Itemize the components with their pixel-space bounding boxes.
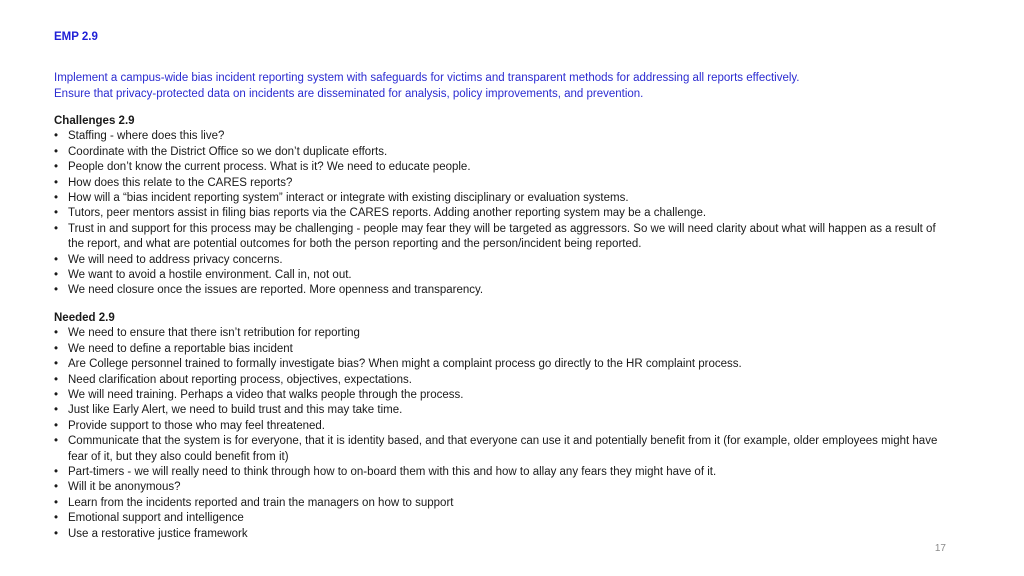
list-item-text: Tutors, peer mentors assist in filing bias reports via the CARES reports. Adding another reporting system may be a challenge. [68,207,707,220]
list-item [54,388,954,403]
bullet-dot: • [54,207,59,220]
bullet-dot: • [54,342,59,355]
list-item-text: People don’t know the current process. What is it? We need to educate people. [68,161,471,174]
bullet-dot: • [54,527,59,540]
list-item [54,176,954,191]
bullet-dot: • [54,161,59,174]
page-number: 17 [934,543,946,554]
list-item-text: Provide support to those who may feel threatened. [68,419,325,432]
list-item [54,129,954,144]
intro-line: Implement a campus-wide bias incident reporting system with safeguards for victims and transparent methods for addressing all reports effectively. [54,72,800,84]
bullet-dot: • [54,373,59,386]
list-item-text: Trust in and support for this process may be challenging - people may fear they will be targeted as aggressors. So we will need clarity about what will happen as a result of the report, and what are potential outcomes for both the person reporting and the person/incident being reported. [68,222,936,251]
bullet-dot: • [54,496,59,509]
list-item [54,283,954,298]
list-item [54,527,954,542]
list-item [54,326,954,341]
list-item-text: Coordinate with the District Office so we don’t duplicate efforts. [68,145,388,158]
challenges-section [54,114,954,299]
list-item [54,268,954,283]
list-item-text: Communicate that the system is for everyone, that it is identity based, and that everyone can use it and potentially benefit from it (for example, older employees might have fear of it, but they also could benefit from it) [68,435,938,463]
list-item [54,160,954,175]
list-item-text: Staffing - where does this live? [68,130,225,143]
list-item-text: Part-timers - we will really need to think through how to on-board them with this and how to allay any fears they might have of it. [68,466,717,479]
intro-text [54,71,954,102]
list-item [54,342,954,357]
challenges-heading: Challenges 2.9 [54,115,135,127]
bullet-dot: • [54,222,59,235]
list-item-text: Need clarification about reporting process, objectives, expectations. [68,373,412,386]
list-item [54,496,954,511]
list-item-text: Are College personnel trained to formally investigate bias? When might a complaint process go directly to the HR complaint process. [68,358,742,371]
bullet-dot: • [54,419,59,432]
bullet-dot: • [54,358,59,371]
list-item [54,434,954,465]
list-item-text: Emotional support and intelligence [68,512,244,525]
needed-list [54,326,954,542]
list-item-text: We will need to address privacy concerns. [68,253,283,266]
bullet-dot: • [54,176,59,189]
list-item [54,191,954,206]
list-item-text: Learn from the incidents reported and train the managers on how to support [68,496,454,509]
list-item-text: We will need training. Perhaps a video that walks people through the process. [68,389,464,402]
bullet-dot: • [54,130,59,143]
list-item-text: Will it be anonymous? [68,481,181,494]
bullet-dot: • [54,269,59,282]
bullet-dot: • [54,389,59,402]
list-item [54,480,954,495]
list-item-text: We need closure once the issues are reported. More openness and transparency. [68,284,484,297]
list-item-text: We need to define a reportable bias incident [68,342,293,355]
intro-line: Ensure that privacy-protected data on incidents are disseminated for analysis, policy improvements, and prevention. [54,87,644,100]
list-item [54,222,954,253]
list-item [54,403,954,418]
list-item-text: Use a restorative justice framework [68,527,248,540]
list-item-text: How does this relate to the CARES reports? [68,176,293,189]
bullet-dot: • [54,192,59,205]
list-item [54,357,954,372]
bullet-dot: • [54,253,59,266]
list-item [54,145,954,160]
list-item [54,511,954,526]
list-item-text: We want to avoid a hostile environment. Call in, not out. [68,269,352,282]
bullet-dot: • [54,327,59,340]
list-item [54,465,954,480]
slide-title: EMP 2.9 [54,31,98,43]
list-item-text: Just like Early Alert, we need to build trust and this may take time. [68,404,403,417]
list-item-text: We need to ensure that there isn’t retribution for reporting [68,327,360,340]
bullet-dot: • [54,512,59,525]
challenges-list [54,129,954,298]
bullet-dot: • [54,404,59,417]
needed-heading: Needed 2.9 [54,312,115,324]
list-item [54,206,954,221]
bullet-dot: • [54,466,59,479]
list-item-text: How will a “bias incident reporting system” interact or integrate with existing disciplinary or evaluation systems. [68,192,629,205]
bullet-dot: • [54,145,59,158]
list-item [54,253,954,268]
bullet-dot: • [54,284,59,297]
list-item [54,419,954,434]
list-item [54,373,954,388]
needed-section [54,311,954,542]
bullet-dot: • [54,435,59,448]
bullet-dot: • [54,481,59,494]
